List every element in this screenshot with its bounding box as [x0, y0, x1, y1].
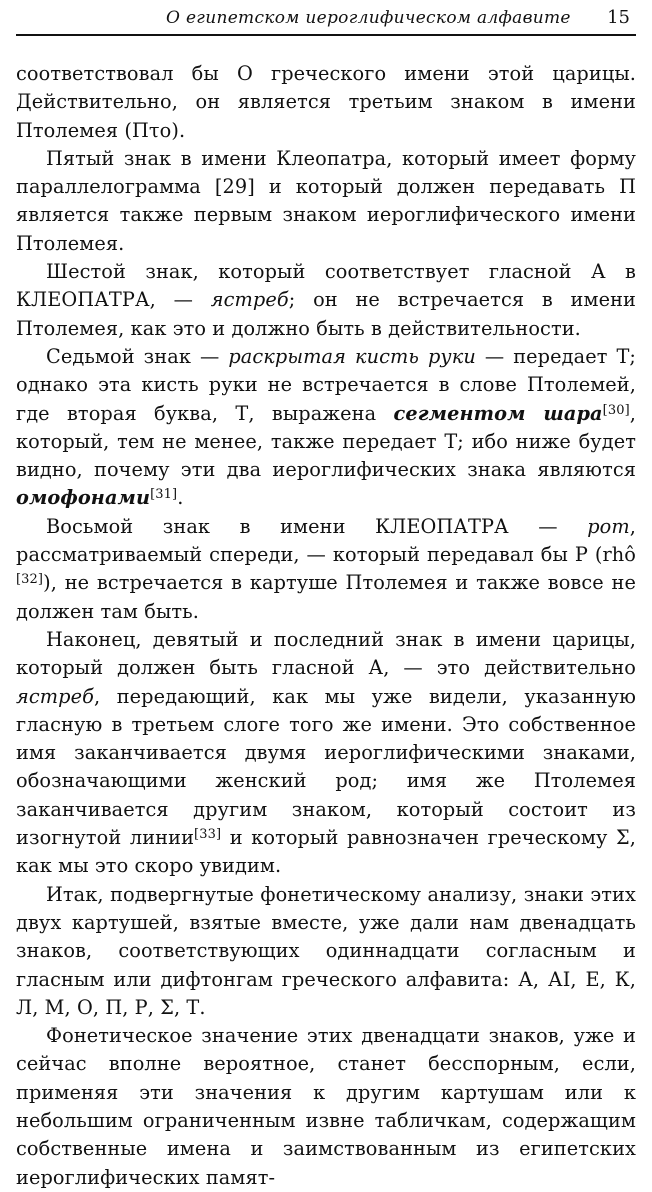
footnote-ref-31[interactable]: [31]	[150, 487, 178, 503]
paragraph-4-emphasis-1: раскрытая кисть руки	[228, 344, 476, 368]
paragraph-1: соответствовал бы О греческого имени этой царицы. Действительно, он является третьим знаком в имени Птолемея (Пτο).	[16, 62, 636, 142]
paragraph-2: Пятый знак в имени Клеопатра, который имеет форму параллелограмма [29] и который должен передавать П является также первым знаком иероглифического имени Птолемея.	[16, 146, 636, 255]
footnote-ref-30[interactable]: [30]	[602, 402, 630, 418]
paragraph-3-emphasis: ястреб	[210, 288, 289, 312]
paragraph-4	[16, 343, 636, 513]
body-text	[16, 60, 636, 1192]
paragraph-4-text-c: , который, тем не менее, также передает Т; ибо ниже будет видно, почему эти два иероглифических знака являются	[16, 401, 636, 482]
page-number: 15	[607, 7, 630, 28]
paragraph-5-text-b: , рассматриваемый спереди, — который передавал бы Р (rhô	[16, 514, 636, 567]
paragraph-6-text-b: , передающий, как мы уже видели, указанную гласную в третьем слоге того же имени. Это собственное имя заканчивается двумя иероглифическими знаками, обозначающими женский род; имя же Птолемея заканчивается другим знаком, который состоит из изогнутой линии	[16, 684, 636, 850]
running-title: О египетском иероглифическом алфавите	[166, 8, 571, 28]
paragraph-6-emphasis: ястреб	[16, 684, 94, 708]
paragraph-4-emphasis-3: омофонами	[16, 486, 151, 510]
paragraph-6-text-c: и который равнозначен греческому Σ, как мы это скоро увидим.	[16, 826, 636, 878]
paragraph-5-text-c: ), не встречается в картуше Птолемея и также вовсе не должен там быть.	[16, 571, 636, 623]
paragraph-6	[16, 626, 636, 881]
paragraph-8: Фонетическое значение этих двенадцати знаков, уже и сейчас вполне вероятное, станет бесспорным, если, применяя эти значения к другим картушам или к небольшим ограниченным извне табличкам, содержащим собственные имена и заимствованным из египетских иероглифических памят-	[16, 1024, 636, 1189]
paragraph-6-text-a: Наконец, девятый и последний знак в имени царицы, который должен быть гласной А, — это действительно	[16, 627, 636, 680]
paragraph-3	[16, 258, 636, 343]
footnote-ref-32[interactable]: [32]	[16, 572, 44, 588]
page-header	[16, 4, 636, 36]
paragraph-5-text-a: Восьмой знак в имени КЛЕОПАТРА —	[46, 514, 558, 538]
footnote-ref-33[interactable]: [33]	[194, 827, 222, 843]
paragraph-4-emphasis-2: сегментом шара	[393, 401, 603, 425]
paragraph-7: Итак, подвергнутые фонетическому анализу, знаки этих двух картушей, взятые вместе, уже дали нам двенадцать знаков, соответствующих одиннадцати согласным и гласным или дифтонгам греческого алфавита: А, АI, Е, К, Л, М, О, П, Р, Σ, Т.	[16, 882, 636, 1019]
paragraph-4-text-a: Седьмой знак —	[46, 344, 220, 368]
paragraph-5-emphasis: рот	[587, 514, 630, 538]
paragraph-4-text-b: — передает Т; однако эта кисть руки не встречается в слове Птолемей, где вторая буква, Т, выражена	[16, 344, 637, 425]
paragraph-5	[16, 513, 636, 626]
paragraph-3-text-a: Шестой знак, который соответствует гласной А в КЛЕОПАТРА, —	[16, 260, 636, 312]
paragraph-3-text-b: ; он не встречается в имени Птолемея, как это и должно быть в действительности.	[16, 288, 637, 340]
paragraph-4-text-d: .	[177, 486, 184, 510]
